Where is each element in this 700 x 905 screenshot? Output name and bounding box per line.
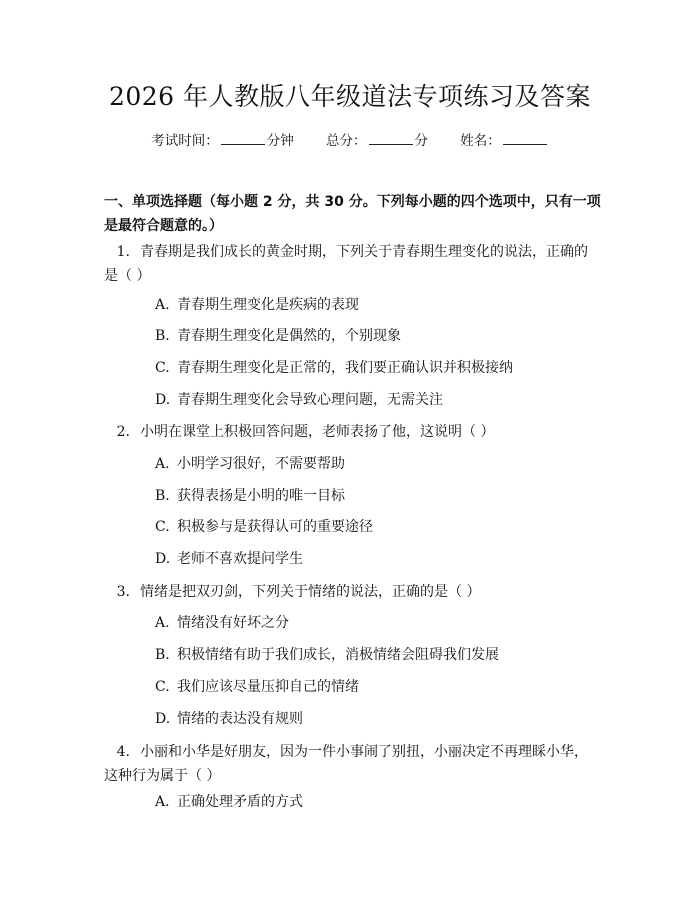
option-text: 青春期生理变化会导致心理问题，无需关注 bbox=[177, 392, 443, 408]
student-name-blank[interactable] bbox=[503, 131, 547, 145]
option-text: 情绪没有好坏之分 bbox=[177, 615, 289, 631]
question-3-option-d[interactable] bbox=[155, 708, 303, 730]
option-letter: A. bbox=[155, 794, 170, 810]
question-1-option-c[interactable] bbox=[155, 357, 513, 379]
question-3-option-c[interactable] bbox=[155, 676, 359, 698]
total-score-blank[interactable] bbox=[369, 131, 413, 145]
option-letter: A. bbox=[155, 297, 170, 313]
question-stem: 小丽和小华是好朋友，因为一件小事闹了别扭，小丽决定不再理睬小华，这种行为属于（ ） bbox=[104, 744, 588, 784]
total-score-unit: 分 bbox=[414, 133, 428, 149]
option-text: 积极参与是获得认可的重要途径 bbox=[177, 519, 373, 535]
option-text: 获得表扬是小明的唯一目标 bbox=[177, 488, 345, 504]
question-4 bbox=[104, 740, 600, 788]
question-3-option-a[interactable] bbox=[155, 612, 289, 634]
option-text: 青春期生理变化是偶然的，个别现象 bbox=[177, 328, 401, 344]
option-letter: C. bbox=[155, 519, 170, 535]
option-letter: C. bbox=[155, 679, 170, 695]
option-letter: A. bbox=[155, 456, 170, 472]
document-title: 2026 年人教版八年级道法专项练习及答案 bbox=[108, 82, 592, 111]
question-number: 4. bbox=[116, 744, 130, 760]
question-2-option-b[interactable] bbox=[155, 485, 345, 507]
option-text: 青春期生理变化是疾病的表现 bbox=[177, 297, 359, 313]
question-3 bbox=[104, 580, 600, 604]
option-letter: B. bbox=[155, 488, 170, 504]
option-letter: D. bbox=[155, 551, 171, 567]
question-4-option-a[interactable] bbox=[155, 791, 303, 813]
question-2 bbox=[104, 420, 600, 444]
option-text: 老师不喜欢提问学生 bbox=[177, 551, 303, 567]
exam-time-field bbox=[151, 131, 294, 151]
question-number: 2. bbox=[116, 424, 130, 440]
total-score-field bbox=[326, 131, 428, 151]
question-1-option-a[interactable] bbox=[155, 294, 359, 316]
exam-info-line bbox=[0, 131, 700, 151]
option-text: 情绪的表达没有规则 bbox=[177, 711, 303, 727]
question-stem: 青春期是我们成长的黄金时期，下列关于青春期生理变化的说法，正确的是（ ） bbox=[104, 244, 588, 284]
option-letter: A. bbox=[155, 615, 170, 631]
option-text: 我们应该尽量压抑自己的情绪 bbox=[177, 679, 359, 695]
question-1-option-d[interactable] bbox=[155, 389, 443, 411]
exam-time-label: 考试时间： bbox=[151, 133, 219, 149]
question-2-option-d[interactable] bbox=[155, 548, 303, 570]
question-2-option-c[interactable] bbox=[155, 516, 373, 538]
option-letter: D. bbox=[155, 392, 171, 408]
question-number: 1. bbox=[116, 244, 130, 260]
total-score-label: 总分： bbox=[326, 133, 367, 149]
option-text: 青春期生理变化是正常的，我们要正确认识并积极接纳 bbox=[177, 360, 513, 376]
question-2-option-a[interactable] bbox=[155, 453, 345, 475]
question-3-option-b[interactable] bbox=[155, 644, 499, 666]
question-stem: 小明在课堂上积极回答问题，老师表扬了他，这说明（ ） bbox=[140, 424, 495, 440]
section-heading: 一、单项选择题（每小题 2 分，共 30 分。下列每小题的四个选项中，只有一项是最符合题意的。） bbox=[104, 194, 601, 234]
exam-time-unit: 分钟 bbox=[266, 133, 294, 149]
student-name-field bbox=[460, 131, 549, 151]
student-name-label: 姓名： bbox=[460, 133, 501, 149]
question-stem: 情绪是把双刃剑，下列关于情绪的说法，正确的是（ ） bbox=[140, 584, 481, 600]
question-number: 3. bbox=[116, 584, 130, 600]
option-text: 积极情绪有助于我们成长，消极情绪会阻碍我们发展 bbox=[177, 647, 499, 663]
question-1 bbox=[104, 240, 600, 288]
option-text: 小明学习很好，不需要帮助 bbox=[177, 456, 345, 472]
option-letter: B. bbox=[155, 328, 170, 344]
question-1-option-b[interactable] bbox=[155, 325, 401, 347]
exam-time-blank[interactable] bbox=[221, 131, 265, 145]
option-letter: D. bbox=[155, 711, 171, 727]
option-letter: C. bbox=[155, 360, 170, 376]
option-text: 正确处理矛盾的方式 bbox=[177, 794, 303, 810]
option-letter: B. bbox=[155, 647, 170, 663]
